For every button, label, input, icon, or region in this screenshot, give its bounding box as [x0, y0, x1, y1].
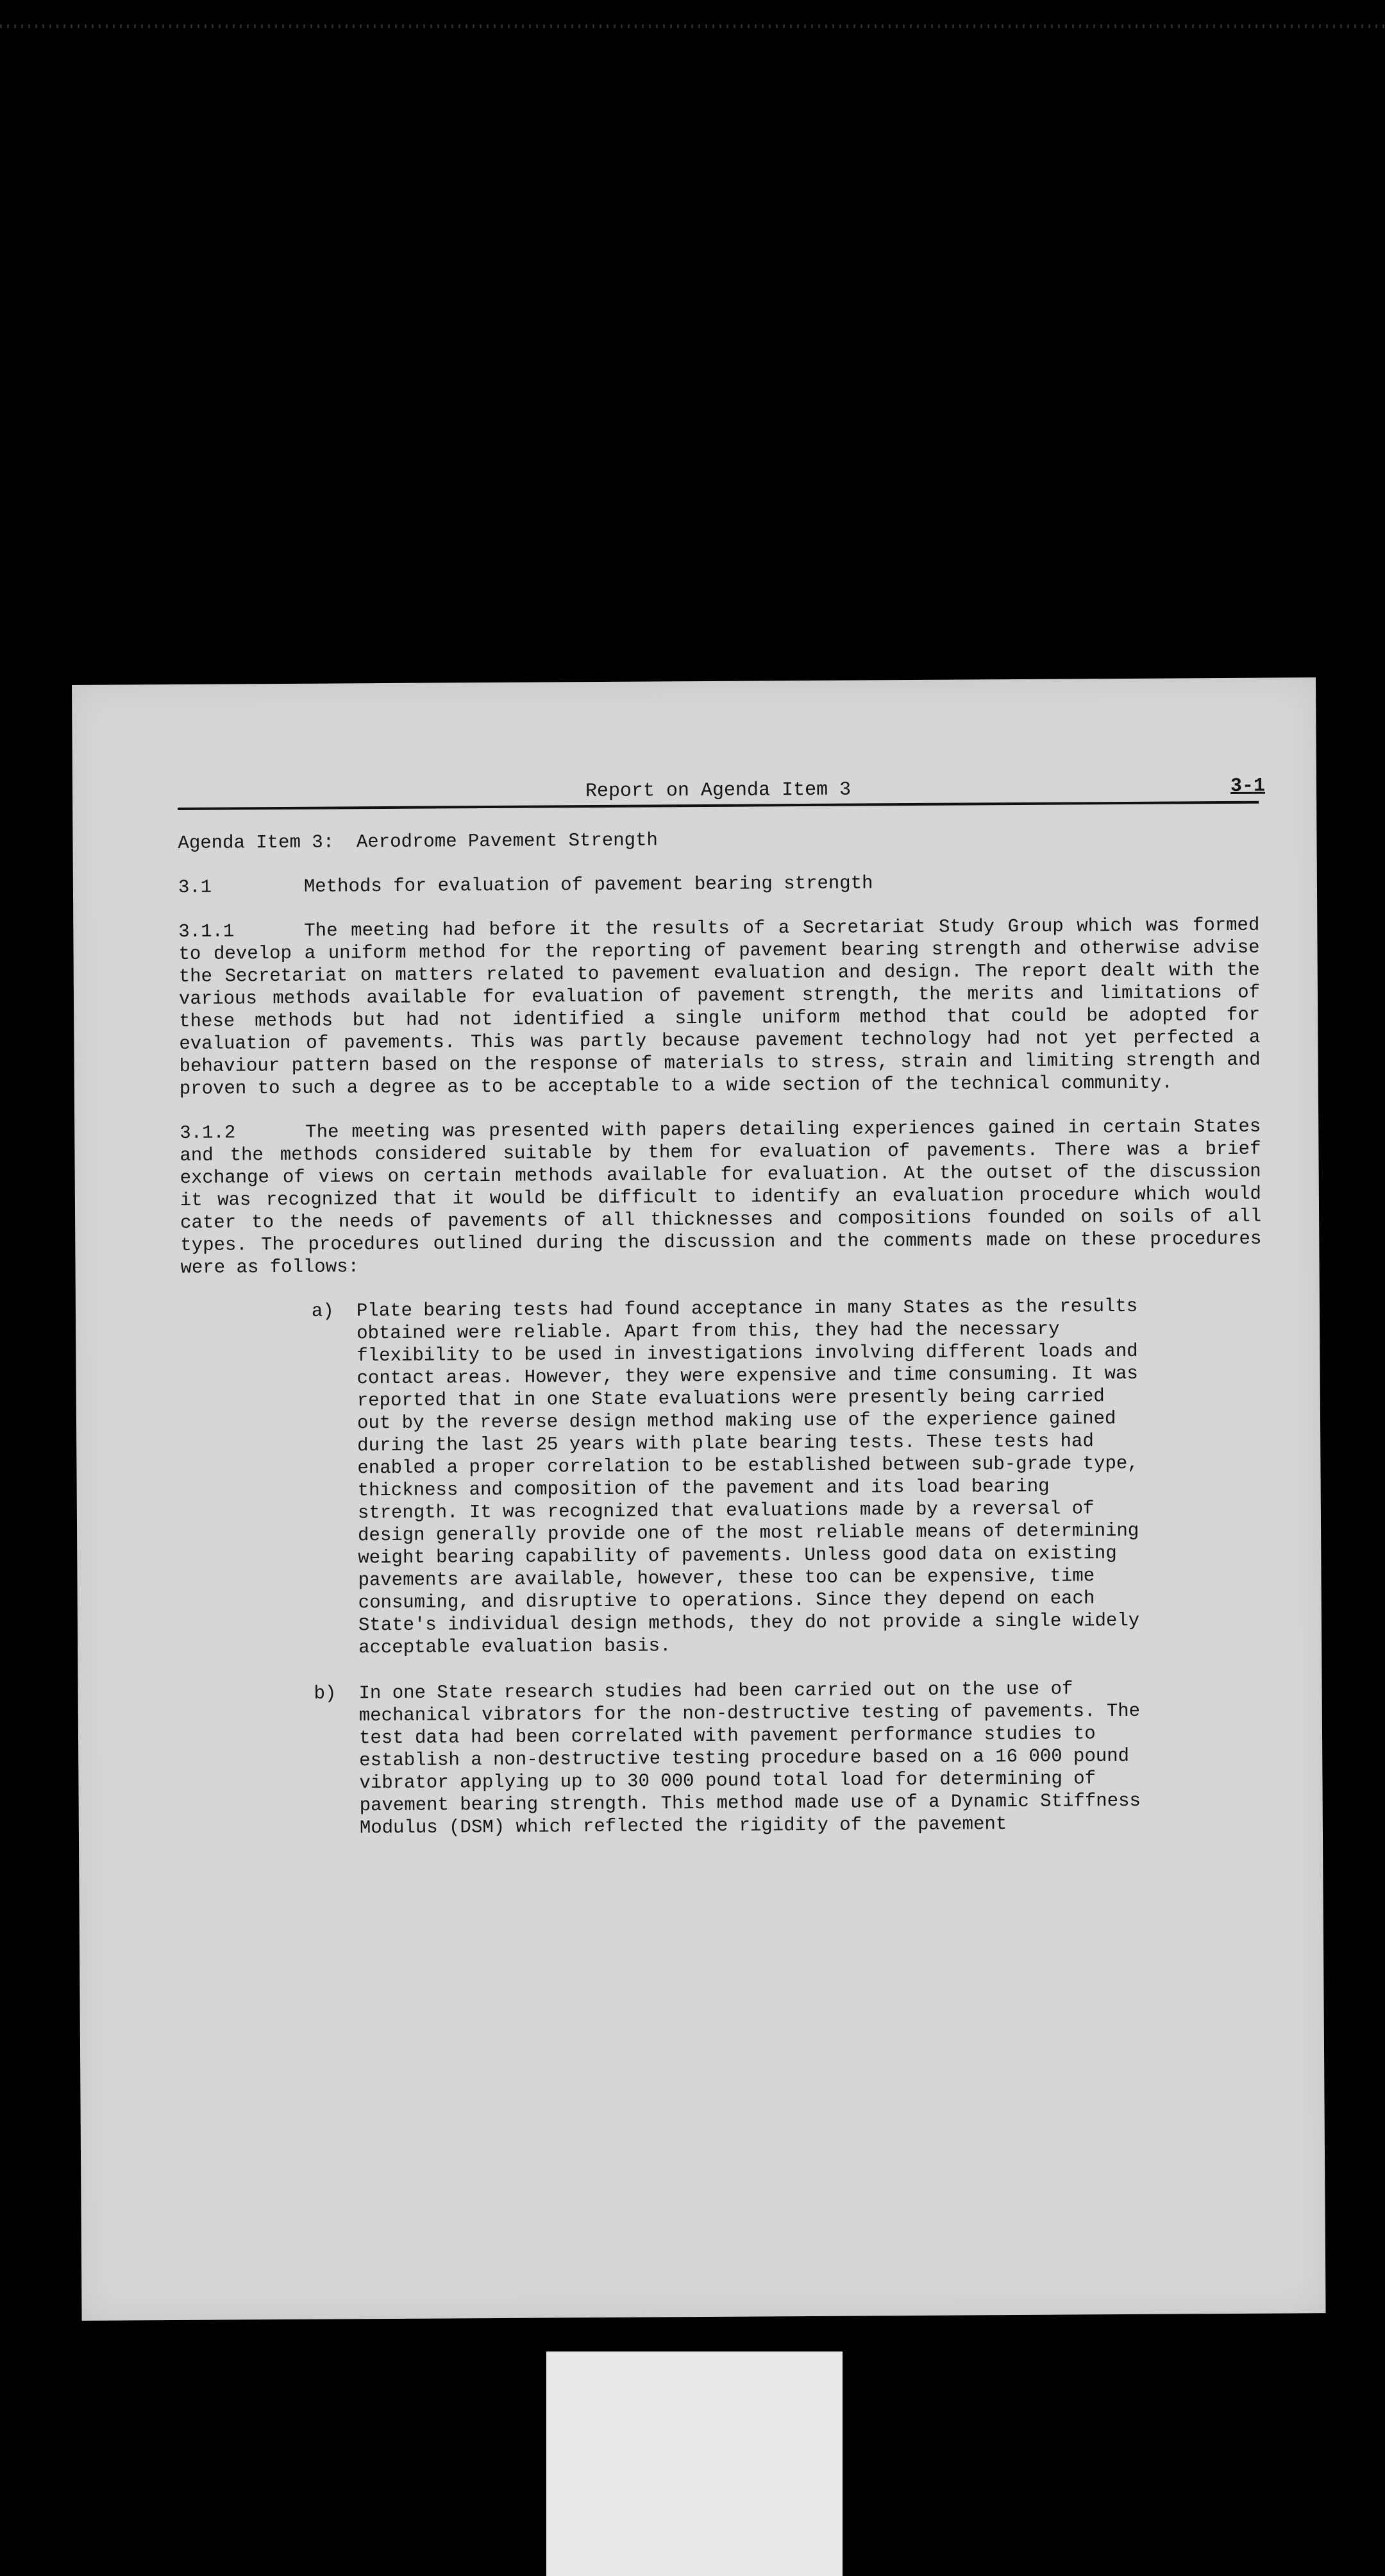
paragraph-text: The meeting was presented with papers detailing experiences gained in certain States and the methods considered suitable by them for evaluation of pavements. There was a brief exchange of views on certain methods available for evaluation. At the outset of the discussion it was recognized that it would be difficult to identify an evaluation procedure which would cater to the needs of pavements of all thicknesses and compositions founded on soils of all types. The procedures outlined during the discussion and the comments made on these procedures were as follows: — [180, 1115, 1262, 1278]
paragraph-3-1-2 — [180, 1115, 1261, 1279]
agenda-item-label: Agenda Item 3: — [178, 831, 335, 854]
paragraph-3-1-1 — [178, 914, 1261, 1100]
paragraph-text: The meeting had before it the results of a Secretariat Study Group which was formed to develop a uniform method for the reporting of pavement bearing strength and otherwise advise the Secretariat on matters related to pavement evaluation and design. The report dealt with the various methods available for evaluation of pavement strength, the merits and limitations of these methods but had not identified a single uniform method that could be adopted for evaluation of pavements. This was partly because pavement technology had not yet perfected a behaviour pattern based on the response of materials to stress, strain and limiting strength and proven to such a degree as to be acceptable to a wide section of the technical community. — [178, 914, 1261, 1099]
list-item-b — [314, 1677, 1265, 1840]
agenda-item-title: Aerodrome Pavement Strength — [356, 829, 658, 853]
section-heading — [178, 870, 1259, 899]
section-number: 3.1 — [178, 876, 212, 898]
document-content — [178, 775, 1265, 1863]
section-title: Methods for evaluation of pavement bearing strength — [303, 872, 873, 897]
document-page — [72, 677, 1326, 2321]
list-item-text: Plate bearing tests had found acceptance in many States as the results obtained were reliable. Apart from this, they had the necessary flexibility to be used in investigations involving different loads and contact areas. However, they were expensive and time consuming. It was reported that in one State evaluations were presently being carried out by the reverse design method making use of the experience gained during the last 25 years with plate bearing tests. These tests had enabled a proper correlation to be established between sub-grade type, thickness and composition of the pavement and its load bearing strength. It was recognized that evaluations made by a reversal of design generally provide one of the most reliable means of determining weight bearing capability of pavements. Unless good data on existing pavements are available, however, these too can be expensive, time consuming, and disruptive to operations. Since they depend on each State's individual design methods, they do not provide a single widely acceptable evaluation basis. — [356, 1295, 1140, 1659]
page-number: 3-1 — [1230, 775, 1266, 797]
agenda-item-heading — [178, 826, 1259, 854]
paragraph-number: 3.1.2 — [180, 1122, 236, 1144]
header-title: Report on Agenda Item 3 — [585, 779, 852, 803]
list-marker: b) — [314, 1682, 337, 1704]
procedure-list — [312, 1294, 1265, 1840]
scan-edge-marks — [0, 24, 1385, 28]
next-page-stub — [546, 2351, 843, 2576]
list-marker: a) — [311, 1300, 334, 1322]
page-header — [178, 775, 1266, 810]
list-item-a — [312, 1294, 1264, 1659]
list-item-text: In one State research studies had been carried out on the use of mechanical vibrators for the non-destructive testing of pavements. The test data had been correlated with pavement performance studies to establish a non-destructive testing procedure based on a 16 000 pound vibrator applying up to 30 000 pound total load for determining of pavement bearing strength. This method made use of a Dynamic Stiffness Modulus (DSM) which reflected the rigidity of the pavement — [358, 1678, 1141, 1839]
scan-top-edge — [0, 0, 1385, 45]
paragraph-number: 3.1.1 — [178, 920, 235, 942]
